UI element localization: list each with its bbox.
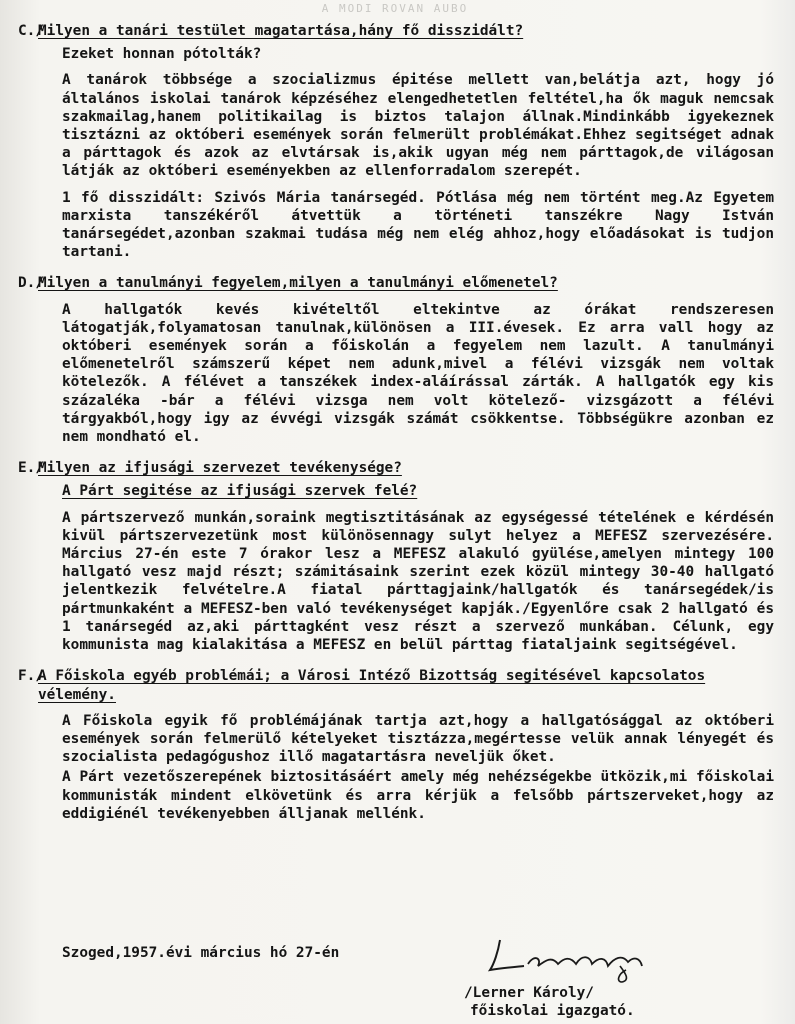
question-title: Milyen az ifjusági szervezet tevékenysége? [38, 460, 402, 477]
question-subtitle: Ezeket honnan pótolták? [62, 46, 262, 63]
document-body [18, 22, 778, 836]
question-f [18, 667, 778, 703]
signer-block [464, 984, 635, 1020]
paragraph: A hallgatók kevés kivételtől eltekintve az órákat rendszeresen látogatják,folyamatosan tanulnak,különösen a III.évesek. Ez arra vall hogy az októberi események során a főiskolán a fegyelem nem lazult. A tanulmányi előmenetelről számszerű képet nem adunk,mivel a félévi vizsgák nem voltak kötelezők. A félévet a tanszékek index-aláírással zárták. A hallgatók egy kis százaléka -bár a félévi vizsga nem volt kötelező- vizsgázott a félévi tárgyakból,hogy igy az évvégi vizsgák számát csökkentse. Többségükre azonban ez nem mondható el. [62, 301, 774, 446]
section-letter: E./ [18, 460, 44, 477]
signer-name: /Lerner Károly/ [464, 985, 594, 1001]
question-subtitle: A Párt segitése az ifjusági szervek felé? [62, 483, 418, 500]
handwritten-signature [480, 930, 660, 984]
paragraph: A pártszervező munkán,soraink megtisztitásának az egységessé tételének e kérdésén kivül pártszervezetünk most különösennagy sulyt helyez a MEFESZ szervezésére. Március 27-én este 7 órakor lesz a MEFESZ alakuló gyülése,amelyen mintegy 100 hallgató vesz majd részt; számitásaink szerint ezek közül mintegy 30-40 hallgató jelentkezik felvételre.A fiatal párttagjaink/hallgatók és tanársegédek/is pártmunkaként a MEFESZ-ben való tevékenységet kapják./Egyenlőre csak 2 hallgató és 1 tanársegéd az,aki párttagként vesz részt a szervező munkában. Célunk, egy kommunista mag kialakitása a MEFESZ en belül párttag fiataljaink segitségével. [62, 509, 774, 654]
faint-bleed-through-header: A MODI ROVAN AUBO [321, 2, 469, 15]
question-title: Milyen a tanulmányi fegyelem,milyen a tanulmányi előmenetel? [38, 275, 558, 292]
question-title: A Főiskola egyéb problémái; a Városi Intéző Bizottság segitésével kapcsolatos vélemény. [38, 668, 706, 703]
question-d [18, 274, 778, 292]
signer-title: főiskolai igazgató. [470, 1003, 635, 1019]
question-c [18, 22, 778, 40]
date-line: Szoged,1957.évi március hó 27-én [62, 945, 340, 961]
paragraph: A Párt vezetőszerepének biztositásáért amely még nehézségekbe ütközik,mi főiskolai kommunisták mindent elkövetünk és arra kérjük a felsőbb pártszerveket,hogy az eddigiénél tevékenyebben álljanak mellénk. [62, 769, 774, 822]
section-letter: C./ [18, 23, 44, 39]
paragraph: 1 fő disszidált: Szivós Mária tanársegéd. Pótlása még nem történt meg.Az Egyetem marxista tanszékéről átvettük a történeti tanszékre Nagy István tanársegédet,azonban szakmai tudása még nem elég ahhoz,hogy előadásokat is tudjon tartani. [62, 189, 774, 261]
question-e [18, 459, 778, 477]
section-e [18, 459, 778, 654]
section-f [18, 667, 778, 823]
paragraph: A Főiskola egyik fő problémájának tartja azt,hogy a hallgatósággal az októberi események során felmerülő kételyeket tisztázza,megértesse velük annak lényegét és szocialista pedagógushoz illő magatartásra neveljük őket. [62, 712, 774, 766]
question-title: Milyen a tanári testület magatartása,hány fő disszidált? [38, 23, 524, 39]
section-d [18, 274, 778, 446]
paragraph: A tanárok többsége a szocializmus épitése mellett van,belátja azt, hogy jó általános iskolai tanárok képzéséhez elengedhetetlen feltétel,ha ők maguk nemcsak szakmailag,hanem politikailag is biztos talajon állnak.Mindinkább igyekeznek tisztázni az októberi események során felmerült problémákat.Ehhez segitséget adnak a párttagok és azok az elvtársak is,akik ugyan még nem párttagok,de világosan látják az októberi eseményekben az ellenforradalom szerepét. [62, 72, 774, 180]
section-letter: F./ [18, 668, 44, 685]
section-letter: D./ [18, 275, 44, 292]
section-c [18, 22, 778, 261]
